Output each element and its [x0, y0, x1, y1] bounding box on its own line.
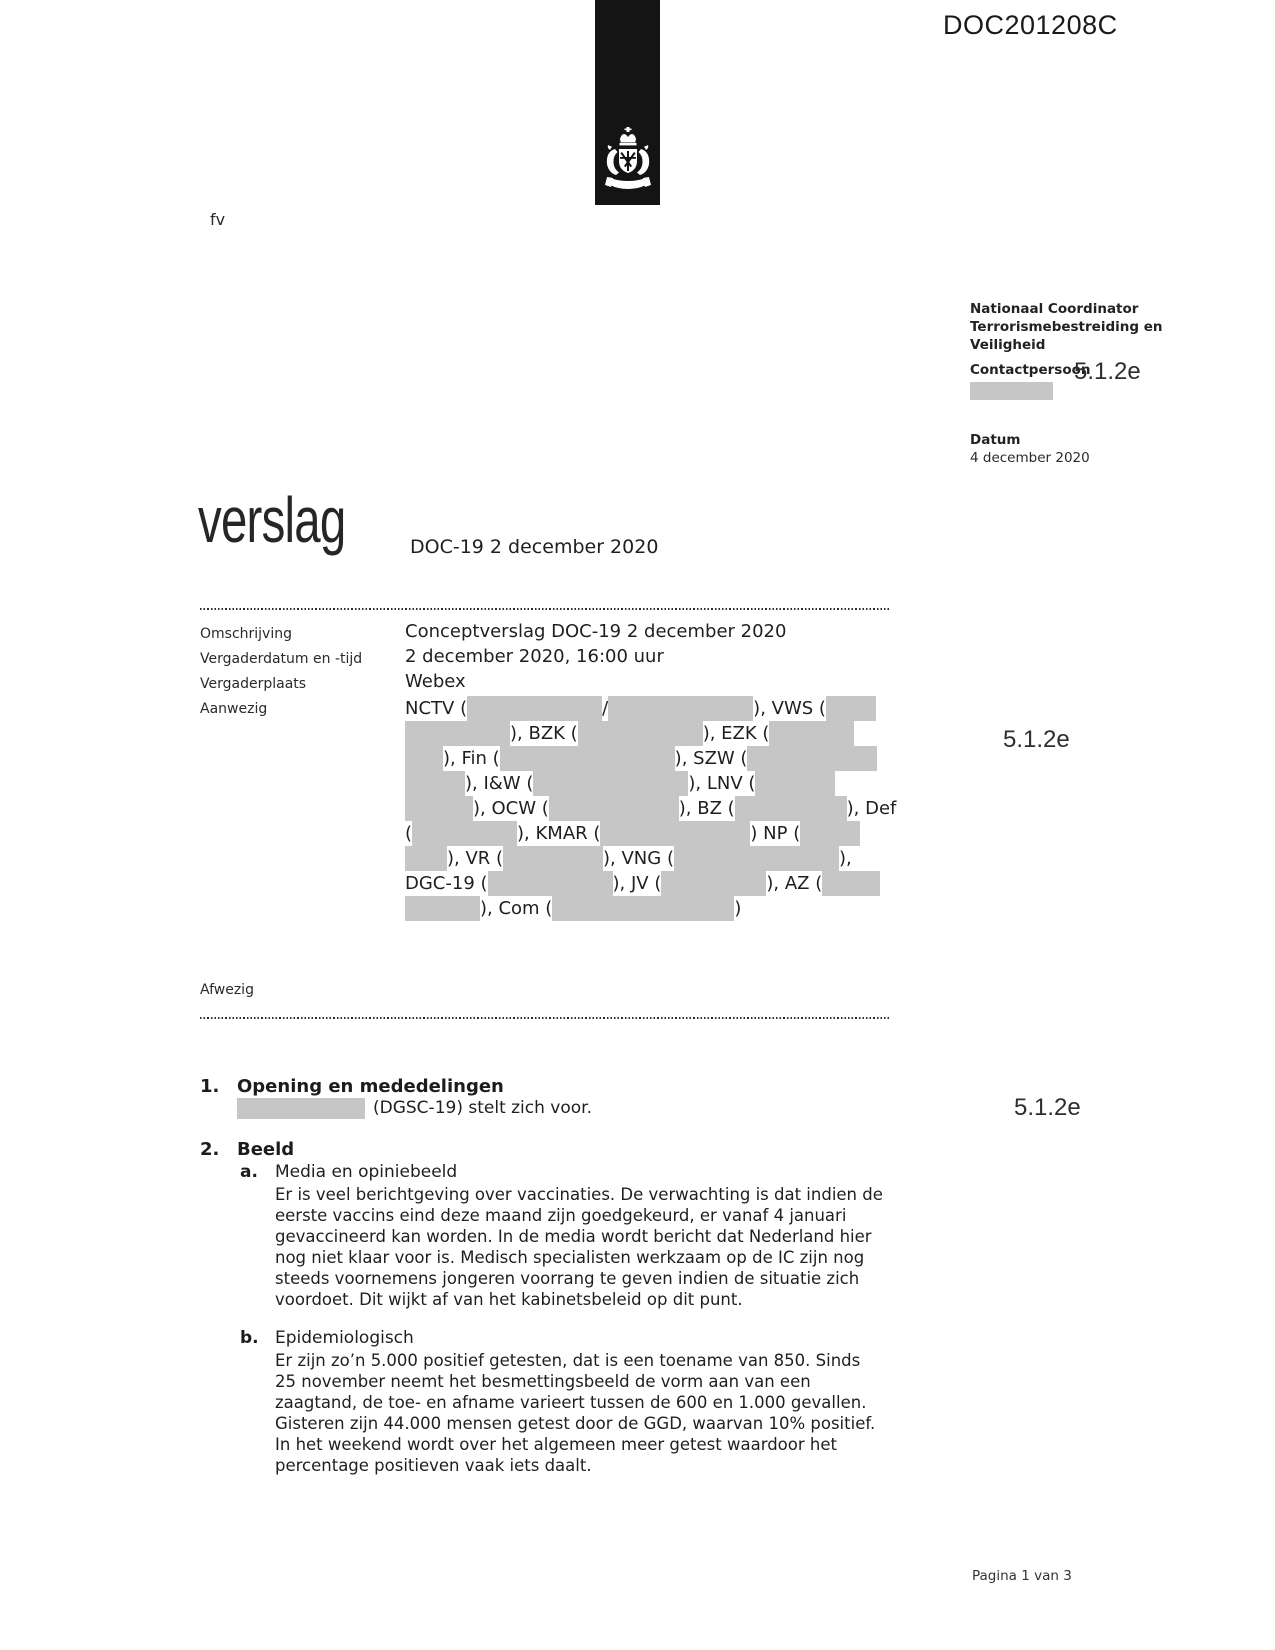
redaction-code: 5.1.2e	[1003, 726, 1070, 753]
organisation-name	[970, 300, 1200, 354]
attendee-text: ), AZ (	[766, 873, 823, 894]
redaction-box	[405, 796, 473, 821]
org-line: Nationaal Coordinator	[970, 301, 1139, 317]
contact-label: Contactpersoon	[970, 362, 1091, 378]
attendee-text: (	[405, 823, 413, 844]
meta-label-vergaderplaats: Vergaderplaats	[200, 676, 307, 692]
redaction-box	[970, 382, 1053, 400]
meta-label-aanwezig: Aanwezig	[200, 701, 268, 717]
attendees-line	[405, 846, 905, 871]
dotted-separator	[200, 1017, 890, 1019]
attendee-text: ), LNV (	[688, 773, 756, 794]
redaction-box	[237, 1098, 365, 1119]
redaction-box	[500, 746, 675, 771]
attendee-text: ), VWS (	[753, 698, 826, 719]
redaction-box	[661, 871, 766, 896]
redaction-box	[747, 746, 877, 771]
attendees-line	[405, 771, 905, 796]
section-2-title: Beeld	[237, 1139, 295, 1160]
item-a-letter: a.	[240, 1162, 258, 1182]
dotted-separator	[200, 608, 890, 610]
section-1-number: 1.	[200, 1076, 220, 1097]
attendee-text: ),	[838, 848, 852, 869]
text-line: eerste vaccins eind deze maand zijn goedgekeurd, er vanaf 4 januari	[275, 1206, 847, 1225]
redaction-box	[578, 721, 703, 746]
redaction-code: 5.1.2e	[1014, 1094, 1081, 1121]
attendee-text: ), Fin (	[443, 748, 500, 769]
meta-label-omschrijving: Omschrijving	[200, 626, 292, 642]
page-number: Pagina 1 van 3	[972, 1568, 1072, 1584]
section-1-text: (DGSC-19) stelt zich voor.	[373, 1098, 592, 1118]
attendees-line	[405, 696, 905, 721]
text-line: Er is veel berichtgeving over vaccinaties. De verwachting is dat indien de	[275, 1185, 883, 1204]
item-a-paragraph	[275, 1184, 915, 1310]
text-line: gevaccineerd kan worden. In de media wordt bericht dat Nederland hier	[275, 1227, 872, 1246]
section-1-body	[237, 1097, 592, 1119]
redaction-box	[600, 821, 750, 846]
attendees-line	[405, 746, 905, 771]
document-reference: DOC201208C	[943, 10, 1118, 40]
redaction-box	[503, 846, 603, 871]
redaction-box	[826, 696, 876, 721]
text-line: Gisteren zijn 44.000 mensen getest door de GGD, waarvan 10% positief.	[275, 1414, 876, 1433]
date-label: Datum	[970, 432, 1021, 448]
date-value: 4 december 2020	[970, 450, 1090, 466]
attendees-line	[405, 871, 905, 896]
section-2-number: 2.	[200, 1139, 220, 1160]
attendees-line	[405, 796, 905, 821]
coat-of-arms-icon	[603, 125, 653, 197]
attendee-text: ), JV (	[612, 873, 662, 894]
meta-value-omschrijving: Conceptverslag DOC-19 2 december 2020	[405, 621, 787, 642]
text-line: zaagtand, de toe- en afname varieert tussen de 600 en 1.000 gevallen.	[275, 1393, 867, 1412]
attendee-text: ), Com (	[480, 898, 553, 919]
attendees-line	[405, 896, 905, 921]
item-b-letter: b.	[240, 1328, 259, 1348]
redaction-box	[488, 871, 613, 896]
attendees-line	[405, 821, 905, 846]
attendee-text: ), Def	[846, 798, 897, 819]
attendee-text: ), BZK (	[510, 723, 578, 744]
text-line: nog niet klaar voor is. Medisch specialisten werkzaam op de IC zijn nog	[275, 1248, 865, 1267]
redaction-box	[735, 796, 847, 821]
redaction-code: 5.1.2e	[1074, 358, 1141, 385]
attendees-redacted-list	[405, 696, 905, 921]
item-a-title: Media en opiniebeeld	[275, 1162, 458, 1182]
attendees-line	[405, 721, 905, 746]
page-subtitle: DOC-19 2 december 2020	[410, 536, 659, 558]
meta-label-afwezig: Afwezig	[200, 982, 254, 998]
redaction-box	[412, 821, 517, 846]
text-line: In het weekend wordt over het algemeen meer getest waardoor het	[275, 1435, 837, 1454]
redaction-box	[822, 871, 880, 896]
attendee-text: NCTV (	[405, 698, 468, 719]
text-line: Er zijn zo’n 5.000 positief getesten, dat is een toename van 850. Sinds	[275, 1351, 861, 1370]
redaction-box	[405, 721, 510, 746]
attendee-text: ), BZ (	[678, 798, 735, 819]
meta-value-vergaderdatum: 2 december 2020, 16:00 uur	[405, 646, 664, 667]
rijksoverheid-banner	[595, 0, 660, 205]
attendee-text: DGC-19 (	[405, 873, 488, 894]
attendee-text: )	[734, 898, 742, 919]
redaction-box	[405, 846, 447, 871]
org-line: Veiligheid	[970, 337, 1046, 353]
attendee-text: ) NP (	[750, 823, 801, 844]
org-line: Terrorismebestreiding en	[970, 319, 1163, 335]
section-1-title: Opening en mededelingen	[237, 1076, 504, 1097]
attendee-text: /	[602, 698, 609, 719]
redaction-box	[800, 821, 860, 846]
redaction-box	[674, 846, 839, 871]
item-b-title: Epidemiologisch	[275, 1328, 414, 1348]
attendee-text: ), KMAR (	[517, 823, 601, 844]
attendee-text: ), VNG (	[603, 848, 674, 869]
redaction-box	[549, 796, 679, 821]
text-line: steeds voornemens jongeren voorrang te geven indien de situatie zich	[275, 1269, 860, 1288]
redaction-box	[405, 771, 465, 796]
meta-label-vergaderdatum: Vergaderdatum en -tijd	[200, 651, 363, 667]
attendee-text: ), EZK (	[702, 723, 770, 744]
redaction-box	[755, 771, 835, 796]
corner-note: fv	[210, 210, 226, 229]
redaction-box	[769, 721, 854, 746]
redaction-box	[405, 746, 443, 771]
redaction-box	[467, 696, 602, 721]
attendee-text: ), OCW (	[473, 798, 549, 819]
redaction-box	[533, 771, 688, 796]
redaction-box	[405, 896, 480, 921]
meta-value-vergaderplaats: Webex	[405, 671, 466, 692]
attendee-text: ), VR (	[447, 848, 504, 869]
redaction-box	[608, 696, 753, 721]
page-title: verslag	[198, 484, 346, 556]
text-line: percentage positieven vaak iets daalt.	[275, 1456, 592, 1475]
text-line: 25 november neemt het besmettingsbeeld de vorm aan van een	[275, 1372, 811, 1391]
text-line: voordoet. Dit wijkt af van het kabinetsbeleid op dit punt.	[275, 1290, 743, 1309]
attendee-text: ), I&W (	[465, 773, 534, 794]
redaction-box	[552, 896, 734, 921]
attendee-text: ), SZW (	[674, 748, 748, 769]
item-b-paragraph	[275, 1350, 915, 1476]
